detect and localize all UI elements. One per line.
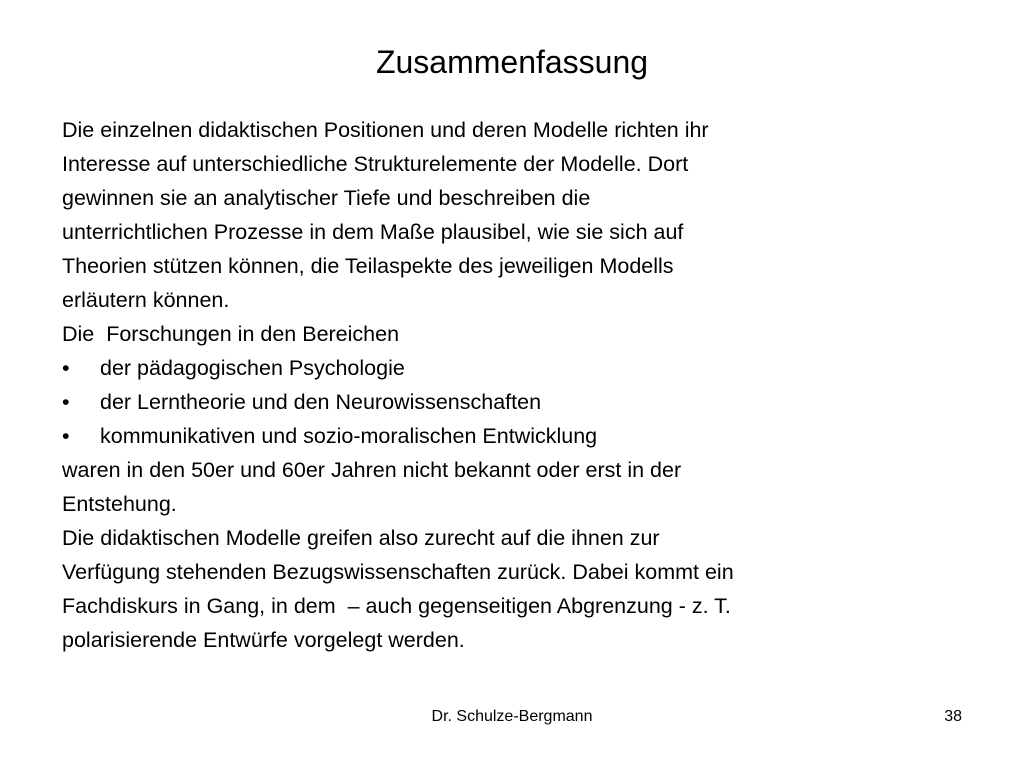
bullet-item	[62, 419, 942, 453]
text-line: Die einzelnen didaktischen Positionen und deren Modelle richten ihr	[62, 118, 709, 142]
page-number: 38	[944, 708, 962, 725]
bullet-icon: •	[62, 424, 70, 448]
text-line: Verfügung stehenden Bezugswissenschaften zurück. Dabei kommt ein	[62, 560, 734, 584]
text-line: erläutern können.	[62, 288, 230, 312]
text-line: polarisierende Entwürfe vorgelegt werden.	[62, 628, 465, 652]
slide-title: Zusammenfassung	[375, 44, 649, 80]
bullet-text: der Lerntheorie und den Neurowissenschaften	[100, 390, 542, 414]
text-line: gewinnen sie an analytischer Tiefe und beschreiben die	[62, 186, 591, 210]
bullet-text: kommunikativen und sozio-moralischen Entwicklung	[100, 424, 598, 448]
text-line: Theorien stützen können, die Teilaspekte des jeweiligen Modells	[62, 254, 674, 278]
text-line: Die Forschungen in den Bereichen	[62, 322, 400, 346]
text-line: waren in den 50er und 60er Jahren nicht bekannt oder erst in der	[62, 458, 682, 482]
bullet-text: der pädagogischen Psychologie	[100, 356, 405, 380]
text-line: Die didaktischen Modelle greifen also zurecht auf die ihnen zur	[62, 526, 660, 550]
text-line: Entstehung.	[62, 492, 177, 516]
bullet-icon: •	[62, 356, 70, 380]
bullet-icon: •	[62, 390, 70, 414]
bullet-item	[62, 385, 942, 419]
text-line: Interesse auf unterschiedliche Strukturelemente der Modelle. Dort	[62, 152, 689, 176]
text-line: unterrichtlichen Prozesse in dem Maße plausibel, wie sie sich auf	[62, 220, 684, 244]
text-line: Fachdiskurs in Gang, in dem – auch gegenseitigen Abgrenzung - z. T.	[62, 594, 731, 618]
slide-body	[62, 113, 942, 657]
footer-author: Dr. Schulze-Bergmann	[431, 708, 593, 725]
bullet-item	[62, 351, 942, 385]
